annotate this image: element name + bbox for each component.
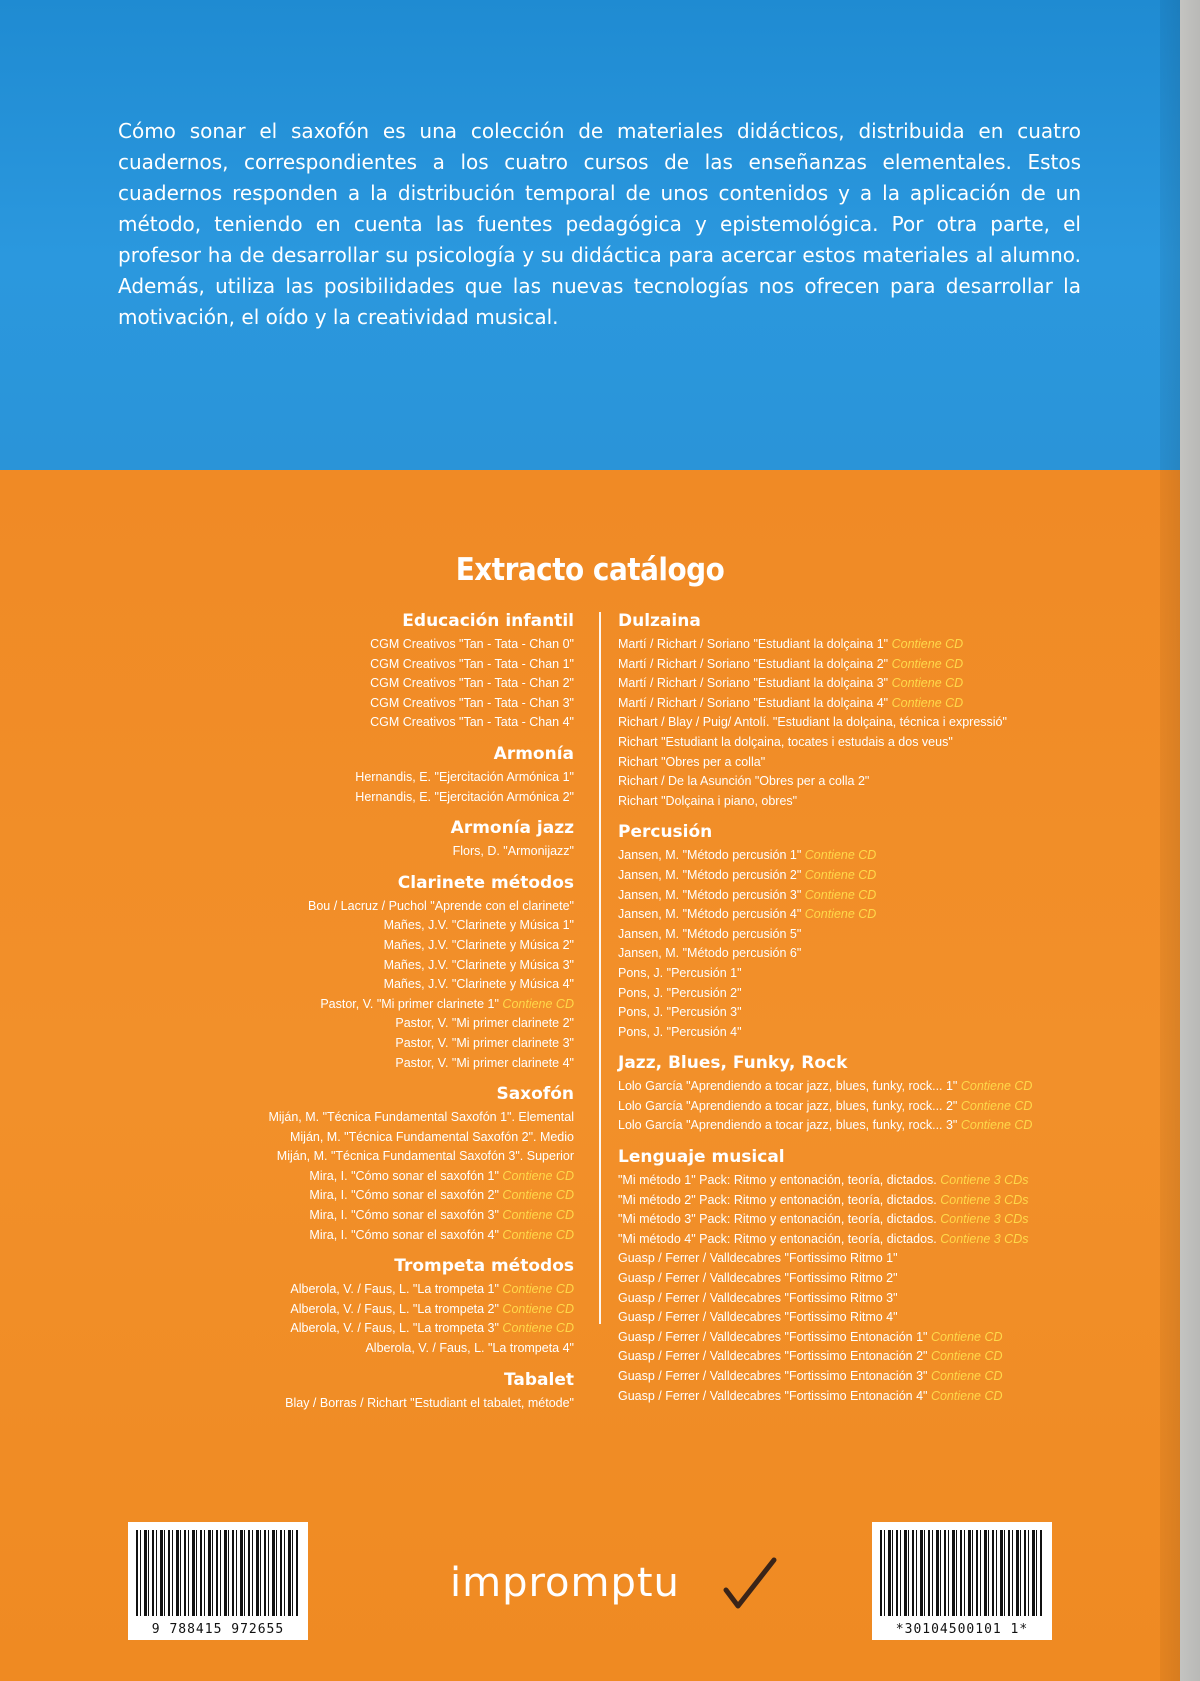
cd-note: Contiene CD bbox=[930, 1388, 1003, 1403]
cd-note: Contiene CD bbox=[960, 1118, 1033, 1133]
item-title: Richart "Estudiant la dolçaina, tocates i estudais a dos veus" bbox=[618, 734, 953, 749]
cd-note: Contiene CD bbox=[502, 1321, 574, 1336]
section-list bbox=[134, 768, 574, 807]
item-title: Jansen, M. "Método percusión 1" bbox=[618, 848, 802, 863]
catalog-section bbox=[618, 610, 1058, 811]
catalog-item bbox=[134, 1300, 574, 1320]
section-list bbox=[618, 635, 1058, 811]
catalog-item bbox=[134, 1054, 574, 1074]
catalog-item bbox=[618, 674, 1058, 694]
section-title: Percusión bbox=[618, 822, 713, 843]
item-title: Guasp / Ferrer / Valldecabres "Fortissimo Entonación 2" bbox=[618, 1349, 928, 1364]
catalog-item bbox=[134, 842, 574, 862]
item-title: Pons, J. "Percusión 2" bbox=[618, 985, 742, 1000]
item-title: Pastor, V. "Mi primer clarinete 4" bbox=[395, 1055, 574, 1070]
catalog-item bbox=[618, 925, 1058, 945]
catalog-item bbox=[618, 1077, 1058, 1097]
catalog-item bbox=[134, 897, 574, 917]
cd-note: Contiene CD bbox=[891, 676, 964, 691]
item-title: Richart / Blay / Puig/ Antolí. "Estudiant la dolçaina, técnica i expressió" bbox=[618, 715, 1007, 730]
item-title: Lolo García "Aprendiendo a tocar jazz, blues, funky, rock... 3" bbox=[618, 1118, 958, 1133]
catalog-item bbox=[618, 655, 1058, 675]
item-title: CGM Creativos "Tan - Tata - Chan 1" bbox=[370, 656, 574, 671]
cd-note: Contiene CD bbox=[502, 1188, 574, 1203]
catalog-item bbox=[134, 788, 574, 808]
catalog-item bbox=[134, 1206, 574, 1226]
cd-note: Contiene CD bbox=[804, 848, 877, 863]
item-title: CGM Creativos "Tan - Tata - Chan 4" bbox=[370, 715, 574, 730]
catalog-item bbox=[618, 1171, 1058, 1191]
catalog-item bbox=[618, 1328, 1058, 1348]
catalog-item bbox=[618, 1003, 1058, 1023]
catalog-item bbox=[134, 1034, 574, 1054]
catalog-item bbox=[618, 886, 1058, 906]
catalog-item bbox=[618, 772, 1058, 792]
catalog-item bbox=[618, 984, 1058, 1004]
catalog-item bbox=[618, 1230, 1058, 1250]
cd-note: Contiene CD bbox=[502, 1168, 574, 1183]
catalog-item bbox=[134, 674, 574, 694]
item-title: Miján, M. "Técnica Fundamental Saxofón 1". Elemental bbox=[268, 1110, 574, 1125]
item-title: Guasp / Ferrer / Valldecabres "Fortissimo Entonación 3" bbox=[618, 1369, 928, 1383]
section-title: Clarinete métodos bbox=[397, 872, 574, 893]
cd-note: Contiene CD bbox=[891, 637, 964, 651]
section-title: Jazz, Blues, Funky, Rock bbox=[618, 1053, 848, 1074]
catalog-item bbox=[618, 905, 1058, 925]
item-title: "Mi método 4" Pack: Ritmo y entonación, teoría, dictados. bbox=[618, 1231, 937, 1246]
item-title: Guasp / Ferrer / Valldecabres "Fortissimo Ritmo 3" bbox=[618, 1290, 898, 1305]
section-title: Tabalet bbox=[503, 1369, 574, 1390]
section-title: Educación infantil bbox=[402, 611, 574, 631]
catalog-item bbox=[134, 1147, 574, 1167]
item-title: Bou / Lacruz / Puchol "Aprende con el clarinete" bbox=[308, 898, 574, 913]
cd-note: Contiene CD bbox=[502, 996, 574, 1011]
cd-note: Contiene 3 CDs bbox=[940, 1212, 1029, 1227]
catalog-item bbox=[134, 1014, 574, 1034]
column-divider bbox=[599, 612, 601, 1324]
cd-note: Contiene CD bbox=[804, 867, 877, 882]
cd-note: Contiene CD bbox=[930, 1349, 1003, 1364]
item-title: Flors, D. "Armonijazz" bbox=[452, 844, 574, 859]
item-title: Pastor, V. "Mi primer clarinete 3" bbox=[395, 1035, 574, 1050]
catalog-item bbox=[134, 956, 574, 976]
item-title: Guasp / Ferrer / Valldecabres "Fortissimo Entonación 1" bbox=[618, 1329, 928, 1344]
item-title: Guasp / Ferrer / Valldecabres "Fortissimo Entonación 4" bbox=[618, 1388, 928, 1403]
item-title: Guasp / Ferrer / Valldecabres "Fortissimo Ritmo 2" bbox=[618, 1271, 898, 1286]
checkmark-icon bbox=[722, 1556, 778, 1612]
cd-note: Contiene CD bbox=[960, 1098, 1033, 1113]
catalog-item bbox=[618, 866, 1058, 886]
cd-note: Contiene CD bbox=[930, 1369, 1003, 1383]
isbn-barcode bbox=[128, 1522, 308, 1640]
catalog-item bbox=[134, 635, 574, 655]
barcode-bars bbox=[880, 1530, 1044, 1616]
section-title: Lenguaje musical bbox=[618, 1147, 785, 1168]
product-code: *30104500101 1* bbox=[895, 1622, 1029, 1637]
item-title: CGM Creativos "Tan - Tata - Chan 2" bbox=[370, 676, 574, 691]
catalog-section bbox=[618, 1052, 1058, 1136]
section-list bbox=[618, 1171, 1058, 1406]
catalog-item bbox=[618, 1367, 1058, 1387]
section-list bbox=[618, 846, 1058, 1042]
cd-note: Contiene CD bbox=[804, 907, 877, 922]
section-title: Dulzaina bbox=[618, 611, 701, 631]
cd-note: Contiene CD bbox=[502, 1227, 574, 1242]
catalog-item bbox=[618, 1097, 1058, 1117]
section-list bbox=[134, 635, 574, 733]
catalog-right-column bbox=[618, 610, 1058, 1416]
catalog-item bbox=[618, 1249, 1058, 1269]
item-title: "Mi método 1" Pack: Ritmo y entonación, teoría, dictados. bbox=[618, 1173, 937, 1188]
section-list bbox=[134, 1108, 574, 1245]
catalog-item bbox=[134, 1167, 574, 1187]
cd-note: Contiene CD bbox=[502, 1282, 574, 1297]
cd-note: Contiene CD bbox=[891, 656, 964, 671]
item-title: Miján, M. "Técnica Fundamental Saxofón 3". Superior bbox=[276, 1149, 574, 1164]
catalog-item bbox=[618, 1023, 1058, 1043]
catalog-item bbox=[134, 1280, 574, 1300]
catalog-section bbox=[134, 610, 574, 733]
item-title: Martí / Richart / Soriano "Estudiant la dolçaina 3" bbox=[618, 676, 889, 691]
item-title: Pons, J. "Percusión 3" bbox=[618, 1005, 742, 1020]
catalog-section bbox=[134, 743, 574, 807]
catalog-item bbox=[134, 916, 574, 936]
item-title: Martí / Richart / Soriano "Estudiant la dolçaina 1" bbox=[618, 637, 889, 651]
item-title: Mira, I. "Cómo sonar el saxofón 3" bbox=[309, 1208, 499, 1223]
catalog-item bbox=[618, 694, 1058, 714]
section-list bbox=[618, 1077, 1058, 1136]
item-title: Richart "Obres per a colla" bbox=[618, 754, 766, 769]
item-title: Martí / Richart / Soriano "Estudiant la dolçaina 4" bbox=[618, 695, 889, 710]
item-title: Pastor, V. "Mi primer clarinete 2" bbox=[395, 1016, 574, 1031]
catalog-item bbox=[618, 1387, 1058, 1407]
cd-note: Contiene CD bbox=[891, 695, 964, 710]
catalog-item bbox=[134, 995, 574, 1015]
intro-paragraph: Cómo sonar el saxofón es una colección de materiales didácticos, distribuida en cuatro cuadernos, correspondientes a los cuatro cursos de las enseñanzas elementales. Estos cuadernos responden a la distribución temporal de unos contenidos y a la aplicación de un método, teniendo en cuenta las fuentes pedagógica y epistemológica. Por otra parte, el profesor ha de desarrollar su psicología y su didáctica para acercar estos materiales al alumno. Además, utiliza las posibilidades que las nuevas tecnologías nos ofrecen para desarrollar la motivación, el oído y la creatividad musical. bbox=[118, 119, 1081, 329]
item-title: Jansen, M. "Método percusión 6" bbox=[618, 946, 802, 961]
catalog-item bbox=[618, 846, 1058, 866]
cd-note: Contiene 3 CDs bbox=[940, 1192, 1029, 1207]
item-title: Jansen, M. "Método percusión 5" bbox=[618, 926, 802, 941]
item-title: Mañes, J.V. "Clarinete y Música 2" bbox=[383, 937, 574, 952]
catalog-item bbox=[134, 1128, 574, 1148]
catalog-item bbox=[618, 733, 1058, 753]
item-title: Mañes, J.V. "Clarinete y Música 1" bbox=[383, 918, 574, 933]
book-edge bbox=[1160, 0, 1200, 1681]
item-title: Hernandis, E. "Ejercitación Armónica 1" bbox=[355, 769, 574, 784]
item-title: Pons, J. "Percusión 1" bbox=[618, 965, 742, 980]
catalog-item bbox=[134, 1186, 574, 1206]
item-title: Richart / De la Asunción "Obres per a colla 2" bbox=[618, 774, 870, 789]
section-title: Armonía jazz bbox=[450, 818, 574, 839]
blue-panel bbox=[0, 0, 1180, 470]
logo-wordmark: impromptu bbox=[450, 1560, 680, 1606]
item-title: CGM Creativos "Tan - Tata - Chan 0" bbox=[370, 637, 574, 651]
catalog-item bbox=[134, 1319, 574, 1339]
catalog-item bbox=[618, 1210, 1058, 1230]
item-title: "Mi método 2" Pack: Ritmo y entonación, teoría, dictados. bbox=[618, 1192, 937, 1207]
catalog-item bbox=[618, 1191, 1058, 1211]
isbn-number: 9 788415 972655 bbox=[151, 1622, 285, 1637]
catalog-section bbox=[134, 1083, 574, 1245]
cd-note: Contiene CD bbox=[502, 1208, 574, 1223]
publisher-logo bbox=[450, 1560, 770, 1620]
section-title: Trompeta métodos bbox=[394, 1256, 574, 1277]
cd-note: Contiene 3 CDs bbox=[940, 1231, 1029, 1246]
catalog-item bbox=[134, 1226, 574, 1246]
catalog-item bbox=[134, 768, 574, 788]
item-title: CGM Creativos "Tan - Tata - Chan 3" bbox=[370, 695, 574, 710]
catalog-title: Extracto catálogo bbox=[455, 552, 725, 588]
item-title: Jansen, M. "Método percusión 2" bbox=[618, 867, 802, 882]
catalog-item bbox=[134, 936, 574, 956]
product-barcode bbox=[872, 1522, 1052, 1640]
item-title: Miján, M. "Técnica Fundamental Saxofón 2". Medio bbox=[289, 1129, 574, 1144]
item-title: Jansen, M. "Método percusión 4" bbox=[618, 907, 802, 922]
item-title: "Mi método 3" Pack: Ritmo y entonación, teoría, dictados. bbox=[618, 1212, 937, 1227]
section-list bbox=[134, 1280, 574, 1358]
section-list bbox=[134, 842, 574, 862]
catalog-item bbox=[618, 1269, 1058, 1289]
section-list bbox=[134, 897, 574, 1073]
catalog-item bbox=[134, 713, 574, 733]
item-title: Mañes, J.V. "Clarinete y Música 3" bbox=[383, 957, 574, 972]
catalog-item bbox=[618, 753, 1058, 773]
item-title: Guasp / Ferrer / Valldecabres "Fortissimo Ritmo 4" bbox=[618, 1310, 898, 1325]
catalog-item bbox=[134, 1394, 574, 1414]
cd-note: Contiene CD bbox=[502, 1301, 574, 1316]
cd-note: Contiene CD bbox=[960, 1079, 1033, 1094]
barcode-bars bbox=[136, 1530, 300, 1616]
item-title: Mira, I. "Cómo sonar el saxofón 4" bbox=[309, 1227, 499, 1242]
catalog-item bbox=[618, 1289, 1058, 1309]
catalog-section bbox=[618, 821, 1058, 1042]
cd-note: Contiene CD bbox=[930, 1329, 1003, 1344]
section-title: Saxofón bbox=[496, 1084, 574, 1105]
catalog-section bbox=[618, 1146, 1058, 1406]
item-title: Blay / Borras / Richart "Estudiant el tabalet, métode" bbox=[285, 1395, 574, 1410]
catalog-section bbox=[134, 1255, 574, 1358]
catalog-left-column bbox=[134, 610, 574, 1423]
item-title: Mira, I. "Cómo sonar el saxofón 2" bbox=[309, 1188, 499, 1203]
catalog-item bbox=[618, 1308, 1058, 1328]
item-title: Richart "Dolçaina i piano, obres" bbox=[618, 793, 798, 808]
catalog-section bbox=[134, 817, 574, 862]
catalog-section bbox=[134, 872, 574, 1073]
item-title: Pastor, V. "Mi primer clarinete 1" bbox=[320, 996, 499, 1011]
cd-note: Contiene CD bbox=[804, 887, 877, 902]
item-title: Guasp / Ferrer / Valldecabres "Fortissimo Ritmo 1" bbox=[618, 1251, 898, 1266]
catalog-item bbox=[618, 944, 1058, 964]
catalog-item bbox=[618, 1347, 1058, 1367]
catalog-item bbox=[618, 1116, 1058, 1136]
catalog-item bbox=[134, 1339, 574, 1359]
catalog-item bbox=[134, 1108, 574, 1128]
item-title: Lolo García "Aprendiendo a tocar jazz, blues, funky, rock... 1" bbox=[618, 1079, 958, 1094]
catalog-item bbox=[618, 713, 1058, 733]
item-title: Alberola, V. / Faus, L. "La trompeta 1" bbox=[290, 1282, 499, 1297]
cd-note: Contiene 3 CDs bbox=[940, 1173, 1029, 1188]
section-list bbox=[134, 1394, 574, 1414]
item-title: Jansen, M. "Método percusión 3" bbox=[618, 887, 802, 902]
section-title: Armonía bbox=[493, 743, 574, 764]
catalog-section bbox=[134, 1369, 574, 1414]
item-title: Martí / Richart / Soriano "Estudiant la dolçaina 2" bbox=[618, 656, 889, 671]
item-title: Lolo García "Aprendiendo a tocar jazz, blues, funky, rock... 2" bbox=[618, 1098, 958, 1113]
catalog-item bbox=[618, 792, 1058, 812]
item-title: Mañes, J.V. "Clarinete y Música 4" bbox=[383, 977, 574, 992]
catalog-item bbox=[134, 655, 574, 675]
item-title: Hernandis, E. "Ejercitación Armónica 2" bbox=[355, 789, 574, 804]
item-title: Alberola, V. / Faus, L. "La trompeta 4" bbox=[365, 1341, 574, 1356]
catalog-item bbox=[134, 694, 574, 714]
item-title: Pons, J. "Percusión 4" bbox=[618, 1024, 742, 1039]
item-title: Alberola, V. / Faus, L. "La trompeta 2" bbox=[290, 1301, 499, 1316]
item-title: Mira, I. "Cómo sonar el saxofón 1" bbox=[309, 1168, 499, 1183]
item-title: Alberola, V. / Faus, L. "La trompeta 3" bbox=[290, 1321, 499, 1336]
catalog-item bbox=[618, 964, 1058, 984]
catalog-item bbox=[134, 975, 574, 995]
catalog-item bbox=[618, 635, 1058, 655]
